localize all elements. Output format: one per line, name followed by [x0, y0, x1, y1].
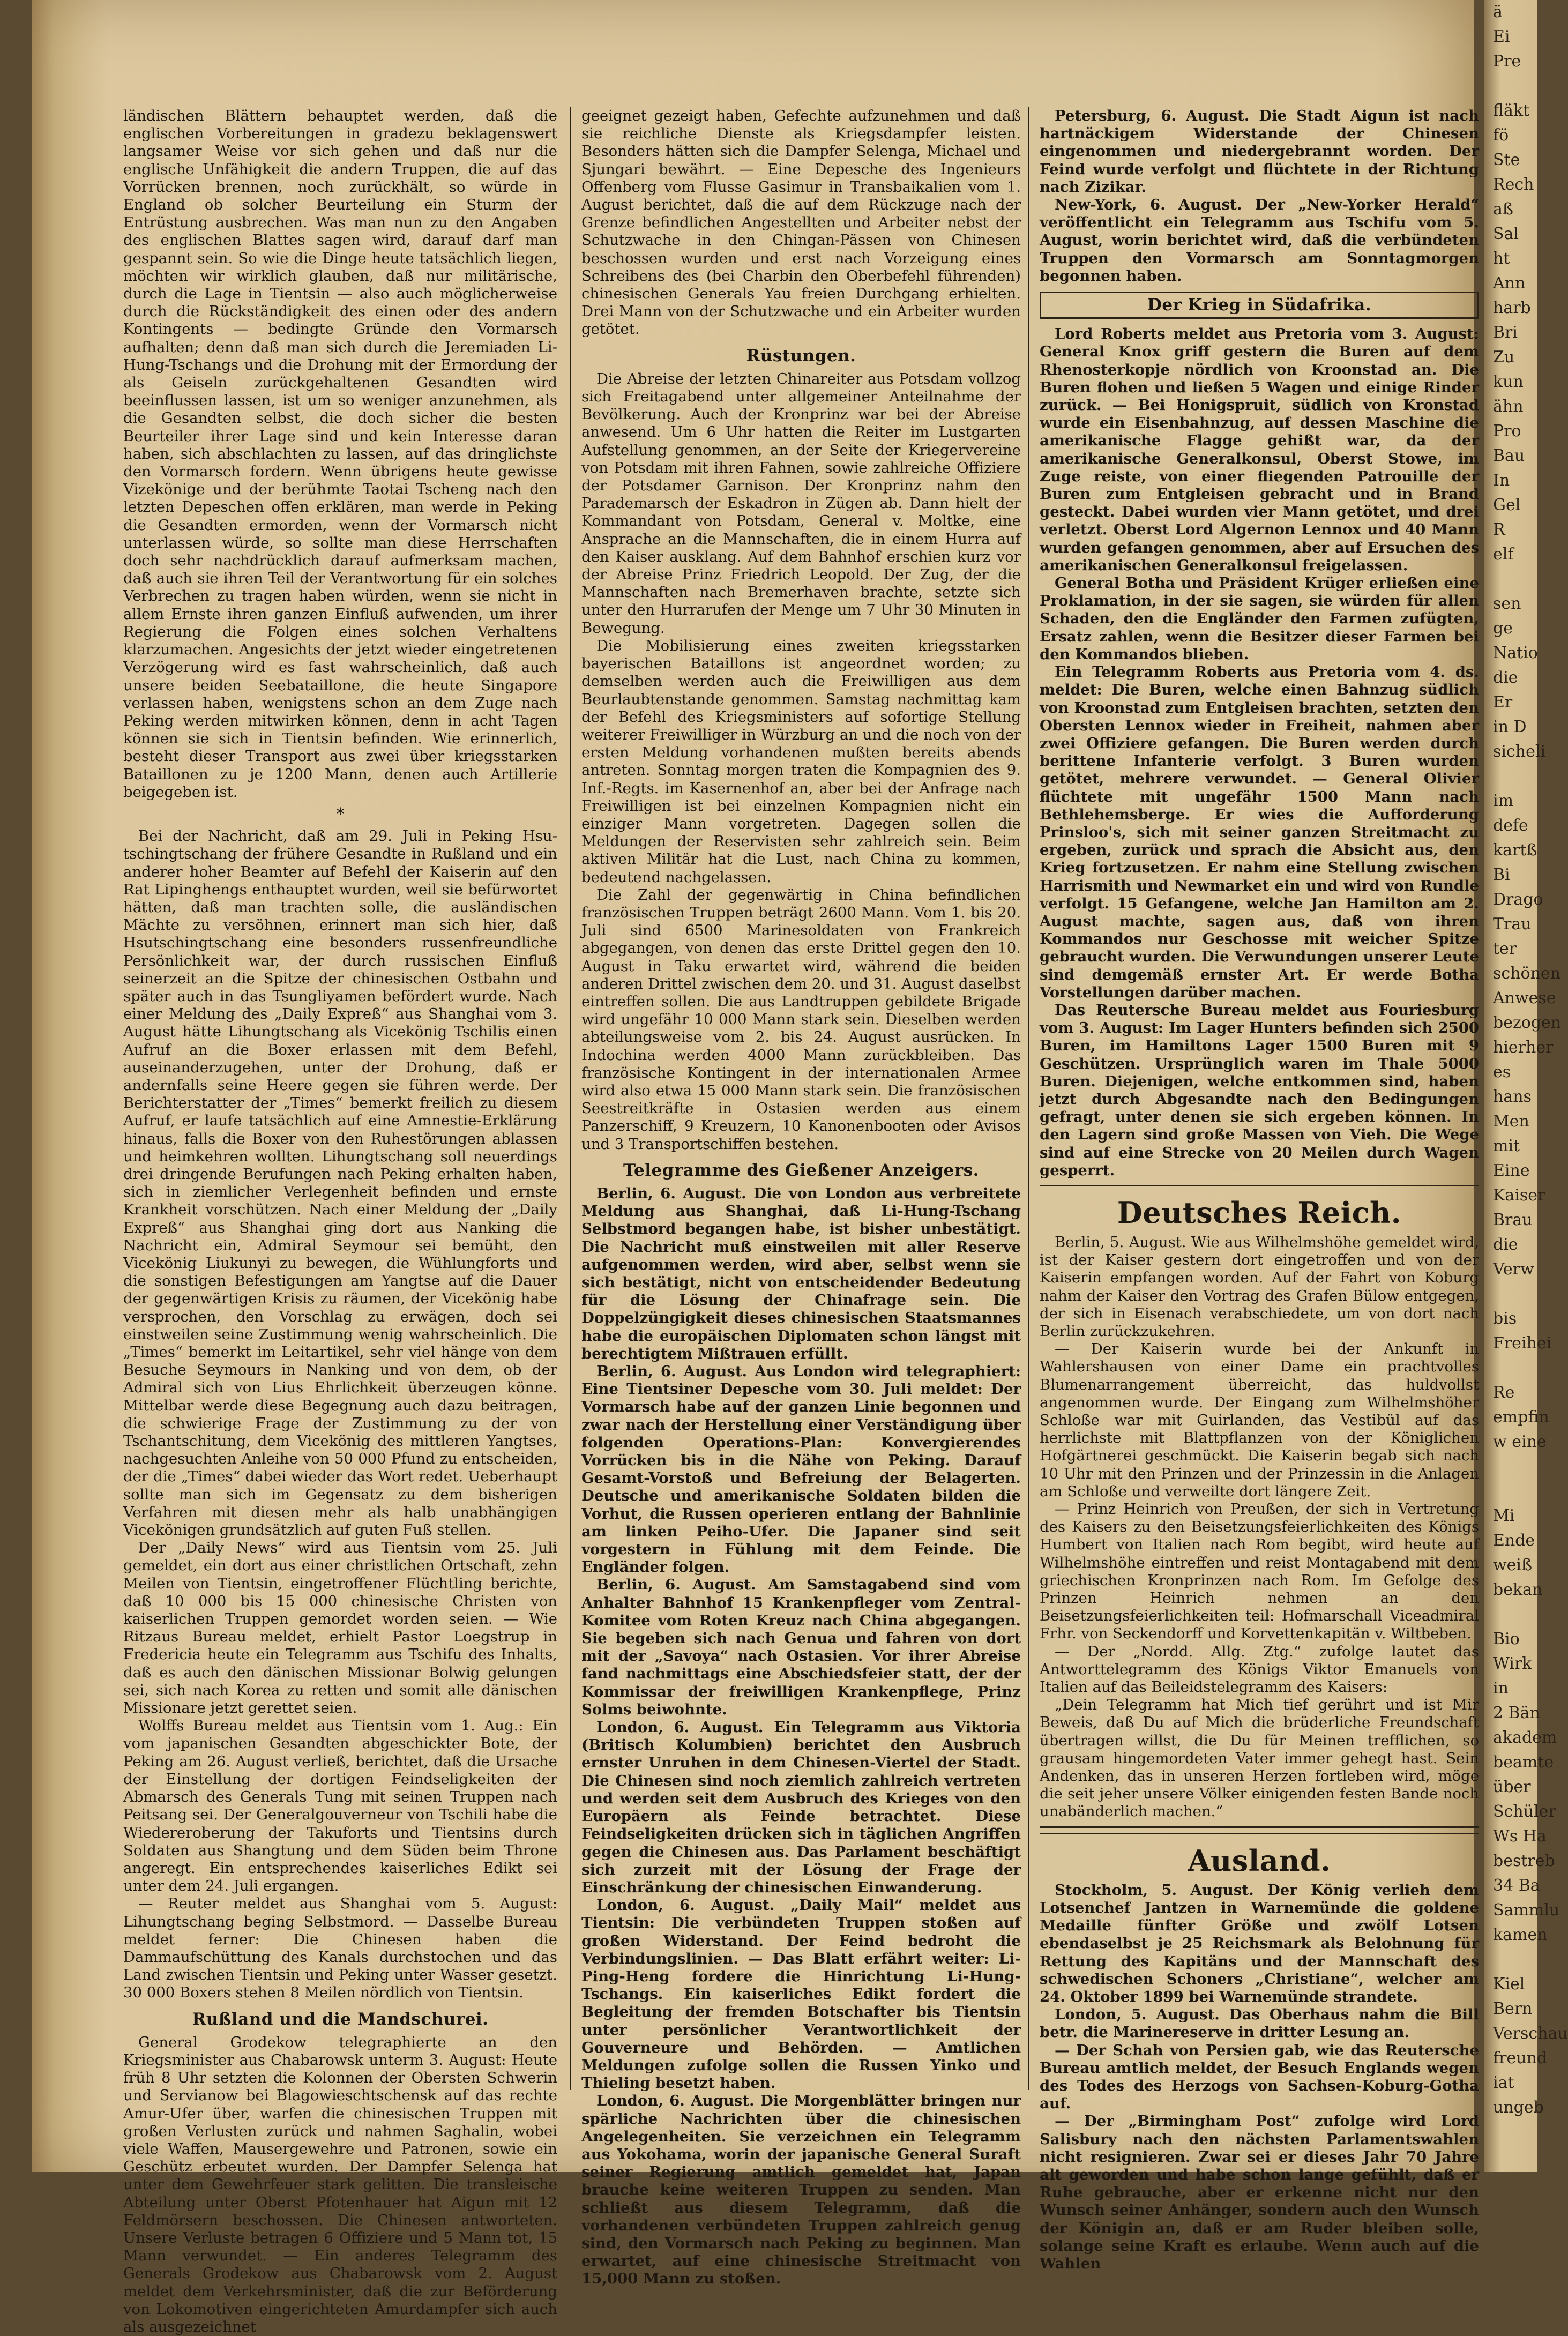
edge-text-fragment: im [1493, 792, 1514, 810]
divider [1040, 1185, 1479, 1186]
edge-text-fragment: Bau [1493, 446, 1525, 465]
edge-text-fragment: beamte [1493, 1753, 1554, 1772]
telegram: London, 6. August. Ein Telegramm aus Viktoria (Britisch Kolumbien) berichtet den Ausbruch ernster Unruhen in dem Chinesen-Viertel der Stadt. Die Chinesen sind noch ziemlich zahlreich vertreten und werden seit dem Ausbruch des Krieges von den Europäern als Feinde betrachtet. Diese Feindseligkeiten drücken sich in täglichen Angriffen gegen die Chinesen aus. Das Parlament beschäftigt sich zurzeit mit der Lösung der Frage der Einschränkung der chinesischen Einwanderung. [581, 1719, 1021, 1896]
edge-text-fragment: Zu [1493, 348, 1515, 367]
edge-text-fragment: kartß [1493, 841, 1537, 860]
column-rule [1028, 107, 1029, 2090]
paragraph: London, 5. August. Das Oberhaus nahm die Bill betr. die Marinereserve in dritter Lesung an. [1040, 2006, 1479, 2041]
section-star: * [336, 804, 345, 824]
edge-text-fragment: Mi [1493, 1506, 1515, 1525]
edge-text-fragment: in D [1493, 718, 1527, 736]
section-heading-krieg: Der Krieg in Südafrika. [1147, 295, 1372, 315]
edge-text-fragment: ä [1493, 3, 1503, 21]
edge-text-fragment: kun [1493, 372, 1524, 391]
paragraph: Die Abreise der letzten Chinareiter aus Potsdam vollzog sich Freitagabend unter allgemeiner Anteilnahme der Bevölkerung. Auch der Kronprinz war bei der Abreise anwesend. Um 6 Uhr hatten die Reiter im Lustgarten Aufstellung genommen, an der Seite der Kriegervereine von Potsdam mit ihren Fahnen, sowie zahlreiche Offiziere der Potsdamer Garnison. Der Kronprinz nahm den Parademarsch der Eskadron in Zügen ab. Dann hielt der Kommandant von Potsdam, General v. Moltke, eine Ansprache an die Mannschaften, die in einem Hurra auf den Kaiser ausklang. Auf dem Bahnhof erschien kurz vor der Abreise Prinz Friedrich Leopold. Der Zug, der die Mannschaften nach Bremerhaven brachte, setzte sich unter den Hurrarufen der Menge um 7 Uhr 30 Minuten in Bewegung. [581, 370, 1021, 637]
paragraph: „Dein Telegramm hat Mich tief gerührt und ist Mir Beweis, daß Du auf Mich die brüderliche Freundschaft übertragen willst, die Du für Meinen trefflichen, so grausam hingemordeten Vater immer gehegt hast. Sein Andenken, das in unseren Herzen fortleben wird, möge die seit jeher unsere Völker einigenden festen Bande noch unabänderlich machen.“ [1040, 1696, 1479, 1820]
paragraph: Stockholm, 5. August. Der König verlieh dem Lotsenchef Jantzen in Warnemünde die goldene Medaille fünfter Größe und zwölf Lotsen ebendaselbst je 25 Reichsmark als Belohnung für Rettung des Kapitäns und der Mannschaft des schwedischen Schoners „Christiane“, welcher am 24. Oktober 1899 bei Warnemünde strandete. [1040, 1881, 1479, 2005]
divider [1040, 1833, 1479, 1834]
edge-text-fragment: Kiel [1493, 1975, 1525, 1994]
edge-text-fragment: hans [1493, 1087, 1532, 1106]
edge-text-fragment: Ende [1493, 1531, 1535, 1550]
edge-text-fragment: Men [1493, 1112, 1529, 1131]
edge-text-fragment: Bri [1493, 323, 1518, 342]
edge-text-fragment: Natio [1493, 644, 1538, 662]
edge-text-fragment [1493, 1947, 1537, 1972]
edge-text-fragment: Bio [1493, 1630, 1520, 1648]
paragraph: Lord Roberts meldet aus Pretoria vom 3. August: General Knox griff gestern die Buren auf dem Rhenosterkopje nördlich von Kroonstad an. Die Buren flohen und ließen 5 Wagen und einige Rinder zurück. — Bei Honigspruit, südlich von Kronstad wurde ein Eisenbahnzug, auf dessen Maschine die amerikanische Flagge gehißt war, da der amerikanische Generalkonsul, Oberst Stowe, im Zuge reiste, von einer fliegenden Patrouille der Buren zum Entgleisen gebracht und in Brand gesteckt. Dabei wurden vier Mann getötet, und drei verletzt. Oberst Lord Algernon Lennox und 40 Mann wurden gefangen genommen, aber auf Ersuchen des amerikanischen Generalkonsul freigelassen. [1040, 325, 1479, 574]
telegram: Petersburg, 6. August. Die Stadt Aigun ist nach hartnäckigem Widerstande der Chinesen eingenommen und niedergebrannt worden. Der Feind wurde verfolgt und flüchtete in der Richtung nach Zizikar. [1040, 107, 1479, 196]
paragraph: — Der Kaiserin wurde bei der Ankunft in Wahlershausen von einer Dame ein prachtvolles Blumenarrangement überreicht, das huldvollst angenommen wurde. Der Eingang zum Wilhelmshöher Schloße war mit Guirlanden, das Vestibül auf das herrlichste mit Blattpflanzen von der Königlichen Hofgärtnerei geschmückt. Die Kaiserin begab sich nach 10 Uhr mit den Prinzen und der Prinzessin in die Anlagen am Schloße und verweilte dort längere Zeit. [1040, 1340, 1479, 1500]
telegram: London, 6. August. Die Morgenblätter bringen nur spärliche Nachrichten über die chinesischen Angelegenheiten. Sie verzeichnen ein Telegramm aus Yokohama, worin der japanische General Suraft seiner Regierung amtlich gemeldet hat, Japan brauche keine weiteren Truppen zu senden. Man schließt aus diesem Telegramm, daß die vorhandenen verbündeten Truppen zahlreich genug sind, den Vormarsch nach Peking zu beginnen. Man erwartet, auf eine chinesische Streitmacht von 15,000 Mann zu stoßen. [581, 2092, 1021, 2288]
edge-text-fragment: Bi [1493, 865, 1510, 884]
edge-text-fragment: Trau [1493, 915, 1532, 934]
edge-text-fragment [1493, 74, 1537, 99]
edge-text-fragment: die [1493, 1235, 1518, 1254]
section-heading-ausland: Ausland. [1188, 1843, 1331, 1878]
paragraph: — Prinz Heinrich von Preußen, der sich in Vertretung des Kaisers zu den Beisetzungsfeierlichkeiten des Königs Humbert von Italien nach Rom begibt, wird heute auf Wilhelmshöhe eintreffen und reist Montagabend mit dem griechischen Kronprinzen nach Rom. Im Gefolge des Prinzen Heinrich nehmen an den Beisetzungsfeierlichkeiten teil: Hofmarschall Viceadmiral Frhr. von Seckendorff und Korvettenkapitän v. Wiltbeben. [1040, 1501, 1479, 1643]
edge-text-fragment [1493, 1602, 1537, 1627]
edge-text-fragment [1493, 1282, 1537, 1307]
edge-text-fragment: 2 Bän [1493, 1704, 1540, 1722]
edge-text-fragment [1493, 764, 1537, 789]
newspaper-page [32, 0, 1479, 2335]
edge-text-fragment: defe [1493, 816, 1528, 835]
paragraph: — Reuter meldet aus Shanghai vom 5. August: Lihungtschang beging Selbstmord. — Dasselbe Bureau meldet ferner: Die Chinesen haben die Dammaufschüttung des Kanals durchstochen und das Land zwischen Tientsin und Peking unter Wasser gesetzt. 30 000 Boxers stehen 8 Meilen nördlich von Tientsin. [123, 1895, 557, 2002]
edge-text-fragment: bestreb [1493, 1852, 1555, 1870]
edge-text-fragment: freund [1493, 2049, 1548, 2068]
edge-text-fragment: w eine [1493, 1432, 1547, 1451]
column-rule [570, 107, 571, 2090]
edge-text-fragment: Gel [1493, 496, 1521, 514]
column-3 [1040, 107, 1479, 2272]
edge-text-fragment: schönen [1493, 964, 1560, 983]
column-2 [581, 107, 1021, 2288]
edge-text-fragment: fö [1493, 126, 1509, 145]
paragraph: Die Mobilisierung eines zweiten kriegsstarken bayerischen Bataillons ist angeordnet worden; zu demselben werden auch die Freiwilligen aus dem Beurlaubtenstande genommen. Samstag nachmittag kam der Befehl des Kriegsministers auf sofortige Stellung weiterer Freiwilliger in Würzburg an und die noch von der ersten Meldung vorhandenen mußten bereits abends antreten. Sonntag morgen traten die Kompagnien des 9. Inf.-Regts. im Kasernenhof an, aber bei der Anfrage nach Freiwilligen ist bei einzelnen Kompagnien nicht ein einziger Mann vorgetreten. Dagegen sollen die Meldungen der Reservisten sehr zahlreich sein. Beim aktiven Militär hat die Lust, nach China zu kommen, bedeutend nachgelassen. [581, 637, 1021, 886]
edge-text-fragment: Wirk [1493, 1654, 1532, 1673]
telegram: London, 6. August. „Daily Mail“ meldet aus Tientsin: Die verbündeten Truppen stoßen auf großen Widerstand. Der Feind bedroht die Verbindungslinien. — Das Blatt erfährt weiter: Li-Ping-Heng fordere die Hinrichtung Li-Hung-Tschangs. Ein kaiserliches Edikt fordert die Begleitung der fremden Botschafter bis Tientsin unter persönlicher Verantwortlichkeit der Gouverneure und Behörden. — Amtlichen Meldungen zufolge sollen die Russen Yinko und Thieling besetzt haben. [581, 1897, 1021, 2092]
section-heading-russland: Rußland und die Mandschurei. [192, 2009, 489, 2029]
edge-text-fragment: in [1493, 1679, 1509, 1698]
edge-text-fragment: Ste [1493, 151, 1520, 169]
edge-text-fragment: In [1493, 471, 1510, 490]
edge-text-fragment: Sammlu [1493, 1901, 1560, 1920]
paragraph: Das Reutersche Bureau meldet aus Fouriesburg vom 3. August: Im Lager Hunters befinden sich 2500 Buren, im Hamiltons Lager 1500 Buren mit 9 Geschützen. Ursprünglich waren im Thale 5000 Buren. Diejenigen, welche entkommen sind, haben jetzt durch Abgesandte nach den Bedingungen gefragt, unter denen sie sich ergeben können. In den Lagern sind große Massen von Vieh. Die Wege sind auf eine Strecke von 20 Meilen durch Wagen gesperrt. [1040, 1001, 1479, 1179]
edge-text-fragment: Re [1493, 1383, 1515, 1402]
edge-text-fragment: Anwese [1493, 989, 1556, 1007]
edge-text-fragment: Verschau [1493, 2024, 1568, 2043]
column-1 [123, 107, 557, 2335]
edge-text-fragment [1493, 1479, 1537, 1504]
edge-text-fragment: ge [1493, 619, 1513, 638]
edge-text-fragment: Pro [1493, 422, 1521, 441]
edge-text-fragment: sicheli [1493, 742, 1546, 761]
next-page-edge [1484, 0, 1568, 2172]
edge-text-fragment: Bern [1493, 1999, 1533, 2018]
edge-text-fragment: die [1493, 668, 1518, 687]
edge-text-fragment: ungeb [1493, 2098, 1544, 2117]
edge-text-fragment: Pre [1493, 52, 1521, 71]
section-heading-telegramme: Telegramme des Gießener Anzeigers. [623, 1160, 979, 1180]
divider [1040, 1826, 1479, 1828]
paragraph: Der „Daily News“ wird aus Tientsin vom 25. Juli gemeldet, ein dort aus einer christlichen Ortschaft, zehn Meilen von Tientsin, eingetroffener Flüchtling berichte, daß 10 000 bis 15 000 chinesische Christen von kaiserlichen Truppen gemordet worden seien. — Wie Ritzaus Bureau meldet, erhielt Pastor Loegstrup in Fredericia heute ein Telegramm aus Tschifu des Inhalts, daß es auch den dänischen Missionar Bolwig gelungen sei, sich nach Korea zu retten und somit alle dänischen Missionare jetzt gerettet seien. [123, 1539, 557, 1717]
edge-text-fragment [1493, 1454, 1537, 1479]
section-heading-ruestungen: Rüstungen. [746, 346, 856, 365]
edge-text-fragment: ähn [1493, 397, 1524, 416]
telegram: Berlin, 6. August. Am Samstagabend sind vom Anhalter Bahnhof 15 Krankenpfleger vom Zentral-Komitee vom Roten Kreuz nach China abgegangen. Sie begeben sich nach Genua und fahren von dort mit der „Savoya“ nach Ostasien. Vor ihrer Abreise fand nachmittags eine Abschiedsfeier statt, der der Kommissar der freiwilligen Krankenpflege, Prinz Solms beiwohnte. [581, 1576, 1021, 1718]
edge-text-fragment: kamen [1493, 1925, 1548, 1944]
edge-text-fragment: Rech [1493, 175, 1534, 194]
edge-text-fragment: über [1493, 1778, 1531, 1796]
edge-text-fragment: bis [1493, 1309, 1517, 1328]
section-frame-krieg [1040, 292, 1479, 319]
edge-text-fragment: Ei [1493, 27, 1510, 46]
edge-text-fragment: Kaiser [1493, 1186, 1545, 1205]
paragraph: — Der „Birmingham Post“ zufolge wird Lord Salisbury nach den nächsten Parlamentswahlen nicht resignieren. Zwar sei er dieses Jahr 70 Jahre alt geworden und habe schon lange gefühlt, daß er Ruhe gebrauche, aber er erkenne nicht nur den Wunsch seiner Anhänger, sondern auch den Wunsch der Königin an, daß er am Ruder bleiben solle, solange seine Kraft es erlaube. Wenn auch auf die Wahlen [1040, 2113, 1479, 2272]
edge-text-fragment: Drago [1493, 890, 1543, 909]
edge-text-fragment: Brau [1493, 1211, 1533, 1229]
paragraph: geeignet gezeigt haben, Gefechte aufzunehmen und daß sie reichliche Dienste als Kriegsdampfer leisten. Besonders hätten sich die Dampfer Selenga, Michael und Sjungari bewährt. — Eine Depesche des Ingenieurs Offenberg vom Flusse Gasimur in Transbaikalien vom 1. August berichtet, daß die auf dem Rückzuge nach der Grenze befindlichen Angestellten und Arbeiter nebst der Schutzwache in den Chingan-Pässen von Chinesen beschossen wurden und erst nach Vorzeigung eines Schreibens des (bei Charbin den Oberbefehl führenden) chinesischen Generals Yau freien Durchgang erhielten. Drei Mann von der Schutzwache und ein Arbeiter wurden getötet. [581, 107, 1021, 338]
edge-text-fragment: akadem [1493, 1728, 1557, 1747]
edge-text-fragment: empfin [1493, 1408, 1549, 1427]
edge-text-fragment: Sal [1493, 225, 1519, 243]
paragraph: ländischen Blättern behauptet werden, daß die englischen Vorbereitungen in gradezu beklagenswert langsamer Weise vor sich gehen und daß nur die englische Unfähigkeit die andern Truppen, die auf das Vorrücken brennen, noch zurückhält, so würde in England ob solcher Beurteilung ein Sturm der Entrüstung ausbrechen. Was man nun zu den Angaben des englischen Blattes sagen wird, darauf darf man gespannt sein. So wie die Dinge heute tatsächlich liegen, möchten wir wirklich glauben, daß nur militärische, durch die Lage in Tientsin — also auch möglicherweise durch die Rückständigkeit des einen oder des andern Kontingents — bedingte Gründe den Vormarsch aufhalten; denn daß man sich durch die Jeremiaden Li-Hung-Tschangs und die Drohung mit der Ermordung der als Geiseln zurückgehaltenen Gesandten wird beeinflussen lassen, ist um so weniger anzunehmen, als die Gesandten selbst, die doch sicher die besten Beurteiler ihrer Lage sind und kein Interesse daran haben, sich abschlachten zu lassen, auf das dringlichste den Vormarsch fordern. Wenn übrigens heute gewisse Vizekönige und der berühmte Taotai Tscheng nach den letzten Depeschen offen erklären, man werde in Peking die Gesandten ermorden, wenn der Vormarsch nicht unterlassen würde, so sollte man diese Herrschaften doch sehr nachdrücklich darauf aufmerksam machen, daß auch sie ihren Teil der Verantwortung für ein solches Verbrechen zu tragen haben würden, wenn sie nicht in allem Ernste ihren ganzen Einfluß aufwenden, um ihrer Regierung die Folgen eines solchen Verhaltens klarzumachen. Angesichts der jetzt wieder eingetretenen Verzögerung wird es fast wahrscheinlich, daß auch unsere beiden Seebataillone, die heute Singapore verlassen haben, wenigstens schon an dem Zuge nach Peking werden mitwirken können, denn in acht Tagen können sie sich in Tientsin befinden. Wie erinnerlich, besteht dieser Transport aus zwei über kriegsstarken Bataillonen zu je 1200 Mann, denen auch Artillerie beigegeben ist. [123, 107, 557, 801]
telegram: Berlin, 6. August. Die von London aus verbreitete Meldung aus Shanghai, daß Li-Hung-Tschang Selbstmord begangen habe, ist bisher unbestätigt. Die Nachricht muß einstweilen mit aller Reserve aufgenommen werden, wird aber, selbst wenn sie sich bestätigt, nicht von entscheidender Bedeutung für die Lösung der Chinafrage sein. Die Doppelzüngigkeit dieses chinesischen Staatsmannes habe die europäischen Diplomaten schon längst mit berechtigtem Mißtrauen erfüllt. [581, 1184, 1021, 1362]
paragraph: General Botha und Präsident Krüger erließen eine Proklamation, in der sie sagen, sie würden für allen Schaden, den die Engländer den Farmen zufügten, Ersatz zahlen, wenn die Besitzer dieser Farmen bei den Kommandos blieben. [1040, 574, 1479, 663]
edge-text-fragment: Verw [1493, 1260, 1534, 1279]
paragraph: Berlin, 5. August. Wie aus Wilhelmshöhe gemeldet wird, ist der Kaiser gestern dort eingetroffen und von der Kaiserin empfangen worden. Auf der Fahrt von Koburg nahm der Kaiser den Vortrag des Grafen Bülow entgegen, der sich in Eisenach verabschiedete, um von dort nach Berlin zurückzukehren. [1040, 1233, 1479, 1340]
edge-text-fragment: Schüler [1493, 1802, 1556, 1821]
edge-text-fragment: harb [1493, 298, 1531, 317]
edge-text-fragment: aß [1493, 200, 1513, 219]
edge-text-fragment: mit [1493, 1137, 1520, 1155]
edge-text-fragment: elf [1493, 545, 1514, 564]
paragraph: — Der „Nordd. Allg. Ztg.“ zufolge lautet das Antworttelegramm des Königs Viktor Emanuels von Italien auf das Beileidstelegramm des Kaisers: [1040, 1643, 1479, 1696]
edge-text-fragment: weiß [1493, 1556, 1533, 1574]
paragraph: Wolffs Bureau meldet aus Tientsin vom 1. Aug.: Ein vom japanischen Gesandten abgeschickter Bote, der Peking am 26. August verließ, berichtet, daß die Ursache der Einstellung der dortigen Feindseligkeiten der Abmarsch des Generals Tung mit seinen Truppen nach Peitsang sei. Der Generalgouverneur von Tschili habe die Wiedereroberung der Takuforts und Tientsins durch Soldaten aus Shangtung und dem Süden beim Throne angeregt. Ein entsprechendes kaiserliches Edikt sei unter dem 24. Juli ergangen. [123, 1717, 557, 1895]
edge-text-fragment: Er [1493, 693, 1513, 712]
telegram: Berlin, 6. August. Aus London wird telegraphiert: Eine Tientsiner Depesche vom 30. Juli meldet: Der Vormarsch habe auf der ganzen Linie begonnen und zwar nach der Herstellung einer Verständigung über folgenden Operations-Plan: Konvergierendes Vorrücken bis in die Nähe von Peking. Darauf Gesamt-Vorstoß und Befreiung der Belagerten. Deutsche und amerikanische Soldaten bilden die Vorhut, die Russen operieren entlang der Bahnlinie am linken Peiho-Ufer. Die Japaner sind seit vorgestern in Fühlung mit dem Feinde. Die Engländer folgen. [581, 1363, 1021, 1576]
edge-text-fragment: es [1493, 1063, 1511, 1081]
edge-text-fragment: Ann [1493, 274, 1526, 293]
edge-text-fragment: R [1493, 520, 1505, 539]
paragraph: Bei der Nachricht, daß am 29. Juli in Peking Hsu-tschingtschang der frühere Gesandte in Rußland und ein anderer hoher Beamter auf Befehl der Kaiserin auf den Rat Lipinghengs enthauptet wurden, weil sie befürwortet hätten, daß man trachten solle, die ausländischen Mächte zu versöhnen, erinnert man sich hier, daß Hsutschingtschang eine besonders russenfreundliche Persönlichkeit war, der durch russischen Einfluß seinerzeit an die Spitze der chinesischen Ostbahn und später auch in das Tsungliyamen befördert wurde. Nach einer Meldung des „Daily Expreß“ aus Shanghai vom 3. August hätte Lihungtschang als Vicekönig Tschilis einen Aufruf an die Boxer erlassen mit dem Befehl, auseinanderzugehen, unter der Drohung, daß er andernfalls seine Heere gegen sie führen werde. Der Berichterstatter der „Times“ bemerkt freilich zu diesem Aufruf, er laufe tatsächlich auf eine Amnestie-Erklärung hinaus, falls die Boxer von den Ruhestörungen ablassen und heimkehren wollten. Lihungtschang soll neuerdings drei dringende Berufungen nach Peking erhalten haben, sich in ziemlicher Verlegenheit befinden und ernste Krankheit vorschützen. Nach einer Meldung der „Daily Expreß“ aus Shanghai ging dort aus Nanking die Nachricht ein, Admiral Seymour sei bemüht, den Vicekönig Liukunyi zu bewegen, die Wühlungforts und die sonstigen Befestigungen am Yangtse auf die Dauer der gegenwärtigen Krisis zu räumen, der Vicekönig habe versprochen, den Vorschlag zu erwägen, doch sei einstweilen seine Zustimmung wenig wahrscheinlich. Die „Times“ bemerkt im Leitartikel, sehr viel hänge von dem Besuche Seymours in Nanking und von dem, ob der Admiral sich von Lius Ehrlichkeit überzeugen könne. Mittelbar werde diese Begegnung auch dazu beitragen, die schwierige Frage der Zustimmung zu der von Tschantschitung, dem Vicekönig des mittleren Yangtses, nachgesuchten Anleihe von 50 000 Pfund zu entscheiden, der die „Times“ dabei wieder das Wort redet. Ueberhaupt sollte man sich im Gegensatz zu dem bisherigen Verfahren mit diesen mehr als halb unabhängigen Vicekönigen grundsätzlich auf guten Fuß stellen. [123, 827, 557, 1539]
paragraph: — Der Schah von Persien gab, wie das Reutersche Bureau amtlich meldet, der Besuch Englands wegen des Todes des Herzogs von Sachsen-Koburg-Gotha auf. [1040, 2041, 1479, 2113]
edge-text-fragment: bezogen [1493, 1013, 1562, 1032]
edge-text-fragment: hierher [1493, 1038, 1554, 1057]
section-heading-reich: Deutsches Reich. [1117, 1195, 1402, 1230]
paragraph: Die Zahl der gegenwärtig in China befindlichen französischen Truppen beträgt 2600 Mann. Vom 1. bis 20. Juli sind 6500 Marinesoldaten von Frankreich abgegangen, von denen das erste Drittel gegen den 10. August in Taku erwartet wird, während die beiden anderen Drittel zwischen dem 20. und 31. August daselbst eintreffen sollen. Die aus Landtruppen gebildete Brigade wird ungefähr 10 000 Mann stark sein. Dieselben werden abteilungsweise vom 2. bis 24. August ausrücken. In Indochina werden 4000 Mann zurückbleiben. Das französische Kontingent in der internationalen Armee wird also etwa 15 000 Mann stark sein. Die französischen Seestreitkräfte in Ostasien werden aus einem Panzerschiff, 9 Kreuzern, 10 Kanonenbooten oder Avisos und 3 Transportschiffen bestehen. [581, 886, 1021, 1153]
edge-text-fragment: ht [1493, 249, 1510, 268]
paragraph: General Grodekow telegraphierte an den Kriegsminister aus Chabarowsk unterm 3. August: Heute früh 8 Uhr setzten die Kolonnen der Obersten Schwerin und Servianow bei Blagowieschtschensk auf das rechte Amur-Ufer über, warfen die chinesischen Truppen mit großen Verlusten zurück und nahmen Saghalin, wobei viele Waffen, Mausergewehre und Patronen, sowie ein Geschütz erbeutet wurden. Der Dampfer Selenga hat unter dem Gewehrfeuer stark gelitten. Die transleische Abteilung unter Oberst Pfotenhauer hat Aigun mit 12 Feldmörsern beschossen. Die Chinesen antworteten. Unsere Verluste betragen 6 Offiziere und 5 Mann tot, 15 Mann verwundet. — Ein anderes Telegramm des Generals Grodekow aus Chabarowsk vom 2. August meldet dem Verkehrsminister, daß die zur Beförderung von Lokomotiven eingerichteten Amurdampfer sich auch als ausgezeichnet [123, 2033, 557, 2335]
edge-text-fragment: Ws Ha [1493, 1827, 1547, 1846]
edge-text-fragment [1493, 567, 1537, 592]
edge-text-fragment [1493, 1356, 1537, 1380]
telegram: New-York, 6. August. Der „New-Yorker Herald“ veröffentlicht ein Telegramm aus Tschifu vom 5. August, worin berichtet wird, daß die verbündeten Truppen den Vormarsch am Sonntagmorgen begonnen haben. [1040, 196, 1479, 285]
edge-text-fragment: Freihei [1493, 1334, 1552, 1353]
edge-text-fragment: sen [1493, 594, 1521, 613]
edge-text-fragment: ter [1493, 939, 1517, 958]
paragraph: Ein Telegramm Roberts aus Pretoria vom 4. ds. meldet: Die Buren, welche einen Bahnzug südlich von Kroonstad zum Entgleisen brachten, setzten den Obersten Lennox wieder in Freiheit, nahmen aber zwei Offiziere gefangen. Die Buren werden durch berittene Infanterie verfolgt. 3 Buren wurden getötet, mehrere verwundet. — General Olivier flüchtete mit ungefähr 1500 Mann nach Bethlehemsberge. Er wies die Aufforderung Prinsloo's, sich mit seiner ganzen Streitmacht zu ergeben, zurück und sprach die Absicht aus, den Krieg fortzusetzen. Er nahm eine Stellung zwischen Harrismith und Newmarket ein und wird von Rundle verfolgt. 15 Gefangene, welche Jan Hamilton am 2. August machte, sagen aus, daß von ihren Kommandos nur Geschosse mit weicher Spitze gebraucht wurden. Die Verwundungen unserer Leute sind demgemäß ernster Art. Er werde Botha Vorstellungen darüber machen. [1040, 663, 1479, 1001]
edge-text-fragment: 34 Ba [1493, 1876, 1540, 1895]
edge-text-fragment: Eine [1493, 1161, 1530, 1180]
edge-text-fragment: fläkt [1493, 101, 1530, 120]
edge-text-fragment: bekan [1493, 1580, 1543, 1599]
edge-text-fragment: iat [1493, 2073, 1514, 2092]
